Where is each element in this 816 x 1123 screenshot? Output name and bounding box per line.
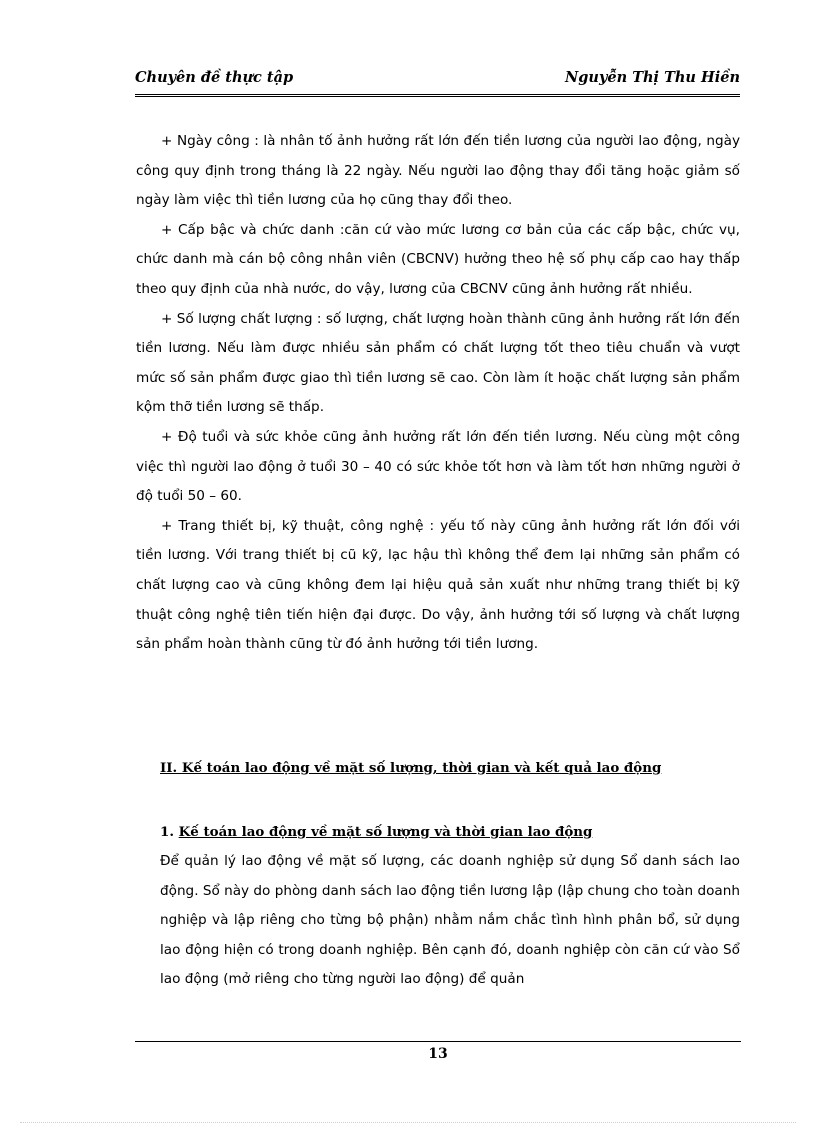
subsection-heading [160,818,740,847]
paragraph-equipment-technology: + Trang thiết bị, kỹ thuật, công nghệ : yếu tố này cũng ảnh hưởng rất lớn đối với tiền lương. Với trang thiết bị cũ kỹ, lạc hậu thì không thể đem lại những sản phẩm có chất lượng cao và cũng không đem lại hiệu quả sản xuất như những trang thiết bị kỹ thuật công nghệ tiên tiến hiện đại được. Do vậy, ảnh hưởng tới số lượng và chất lượng sản phẩm hoàn thành cũng từ đó ảnh hưởng tới tiền lương. [136,517,740,653]
paragraph-quantity-quality: + Số lượng chất lượng : số lượng, chất lượng hoàn thành cũng ảnh hưởng rất lớn đến tiền lương. Nếu làm được nhiều sản phẩm có chất lượng tốt theo tiêu chuẩn và vượt mức số sản phẩm được giao thì tiền lương sẽ cao. Còn làm ít hoặc chất lượng sản phẩm kộm thỡ tiền lương sẽ thấp. [136,310,740,416]
body-text [136,127,740,660]
subsection-title: Kế toán lao động về mặt số lượng và thời gian lao động [178,824,593,840]
header-document-type: Chuyên đề thực tập [135,69,294,86]
section-heading: II. Kế toán lao động về mặt số lượng, thời gian và kết quả lao động [160,760,662,776]
subsection [160,818,740,995]
header-author-name: Nguyễn Thị Thu Hiền [565,69,740,86]
paragraph-age-health: + Độ tuổi và sức khỏe cũng ảnh hưởng rất lớn đến tiền lương. Nếu cùng một công việc thì người lao động ở tuổi 30 – 40 có sức khỏe tốt hơn và làm tốt hơn những người ở độ tuổi 50 – 60. [136,428,740,505]
paragraph-rank-title: + Cấp bậc và chức danh :căn cứ vào mức lương cơ bản của các cấp bậc, chức vụ, chức danh mà cán bộ công nhân viên (CBCNV) hưởng theo hệ số phụ cấp cao hay thấp theo quy định của nhà nước, do vậy, lương của CBCNV cũng ảnh hưởng rất nhiều. [136,221,740,297]
footer-rule [135,1041,741,1042]
page-header [135,66,740,97]
subsection-number: 1. [160,824,179,840]
subsection-paragraph: Để quản lý lao động về mặt số lượng, các doanh nghiệp sử dụng Sổ danh sách lao động. Sổ này do phòng danh sách lao động tiền lương lập (lập chung cho toàn doanh nghiệp và lập riêng cho từng bộ phận) nhằm nắm chắc tình hình phân bổ, sử dụng lao động hiện có trong doanh nghiệp. Bên cạnh đó, doanh nghiệp còn căn cứ vào Sổ lao động (mở riêng cho từng người lao động) để quản [160,853,740,988]
page-number: 13 [428,1046,448,1062]
paragraph-work-days: + Ngày công : là nhân tố ảnh hưởng rất lớn đến tiền lương của người lao động, ngày công quy định trong tháng là 22 ngày. Nếu người lao động thay đổi tăng hoặc giảm số ngày làm việc thì tiền lương của họ cũng thay đổi theo. [136,133,740,209]
